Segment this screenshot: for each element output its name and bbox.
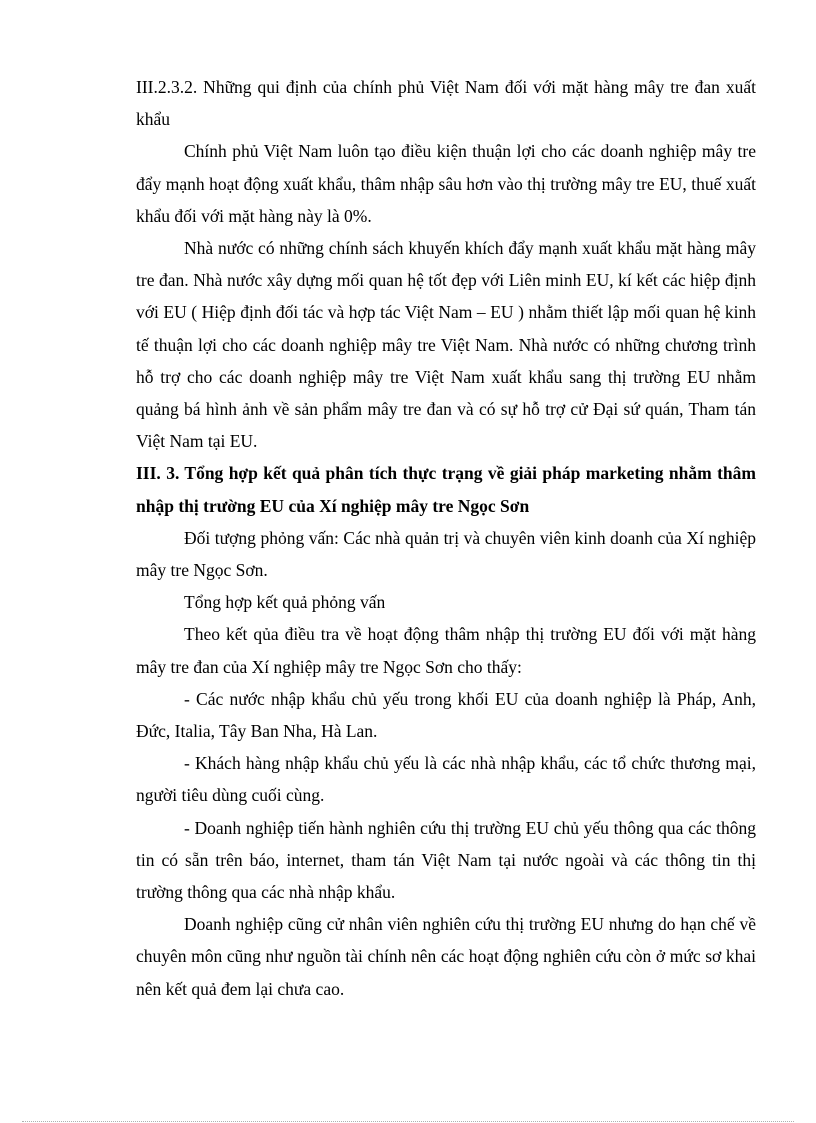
list-item-importing-countries: - Các nước nhập khẩu chủ yếu trong khối EU của doanh nghiệp là Pháp, Anh, Đức, Italia, Tây Ban Nha, Hà Lan. bbox=[136, 688, 756, 742]
list-item-market-research: - Doanh nghiệp tiến hành nghiên cứu thị trường EU chủ yếu thông qua các thông tin có sẵn trên báo, internet, tham tán Việt Nam tại nước ngoài và các thông tin thị trường thông qua các nhà nhập khẩu. bbox=[136, 817, 756, 903]
paragraph-state-policies: Nhà nước có những chính sách khuyến khích đẩy mạnh xuất khẩu mặt hàng mây tre đan. Nhà nước xây dựng mối quan hệ tốt đẹp với Liên minh EU, kí kết các hiệp định với EU ( Hiệp định đối tác và hợp tác Việt Nam – EU ) nhằm thiết lập mối quan hệ kinh tế thuận lợi cho các doanh nghiệp mây tre Việt Nam. Nhà nước có những chương trình hỗ trợ cho các doanh nghiệp mây tre Việt Nam xuất khẩu sang thị trường EU nhằm quảng bá hình ảnh về sản phẩm mây tre đan và có sự hỗ trợ cử Đại sứ quán, Tham tán Việt Nam tại EU. bbox=[136, 238, 756, 452]
paragraph-interview-summary-title: Tổng hợp kết quả phỏng vấn bbox=[184, 592, 386, 613]
paragraph-survey-results: Theo kết qủa điều tra về hoạt động thâm nhập thị trường EU đối với mặt hàng mây tre đan của Xí nghiệp mây tre Ngọc Sơn cho thấy: bbox=[136, 624, 756, 677]
paragraph-government-support: Chính phủ Việt Nam luôn tạo điều kiện thuận lợi cho các doanh nghiệp mây tre đẩy mạnh hoạt động xuất khẩu, thâm nhập sâu hơn vào thị trường mây tre EU, thuế xuất khẩu đối với mặt hàng này là 0%. bbox=[136, 141, 756, 226]
paragraph-research-limitations: Doanh nghiệp cũng cử nhân viên nghiên cứu thị trường EU nhưng do hạn chế về chuyên môn cũng như nguồn tài chính nên các hoạt động nghiên cứu còn ở mức sơ khai nên kết quả đem lại chưa cao. bbox=[136, 914, 756, 999]
list-item-import-customers: - Khách hàng nhập khẩu chủ yếu là các nhà nhập khẩu, các tổ chức thương mại, người tiêu dùng cuối cùng. bbox=[136, 753, 756, 806]
page-bottom-divider bbox=[22, 1121, 794, 1122]
paragraph-interview-subjects: Đối tượng phỏng vấn: Các nhà quản trị và chuyên viên kinh doanh của Xí nghiệp mây tre Ngọc Sơn. bbox=[136, 527, 756, 581]
section-heading: III.2.3.2. Những qui định của chính phủ Việt Nam đối với mặt hàng mây tre đan xuất khẩu bbox=[136, 77, 756, 130]
bold-section-heading: III. 3. Tổng hợp kết quả phân tích thực trạng về giải pháp marketing nhằm thâm nhập thị trường EU của Xí nghiệp mây tre Ngọc Sơn bbox=[136, 463, 756, 516]
document-page bbox=[136, 71, 756, 1005]
